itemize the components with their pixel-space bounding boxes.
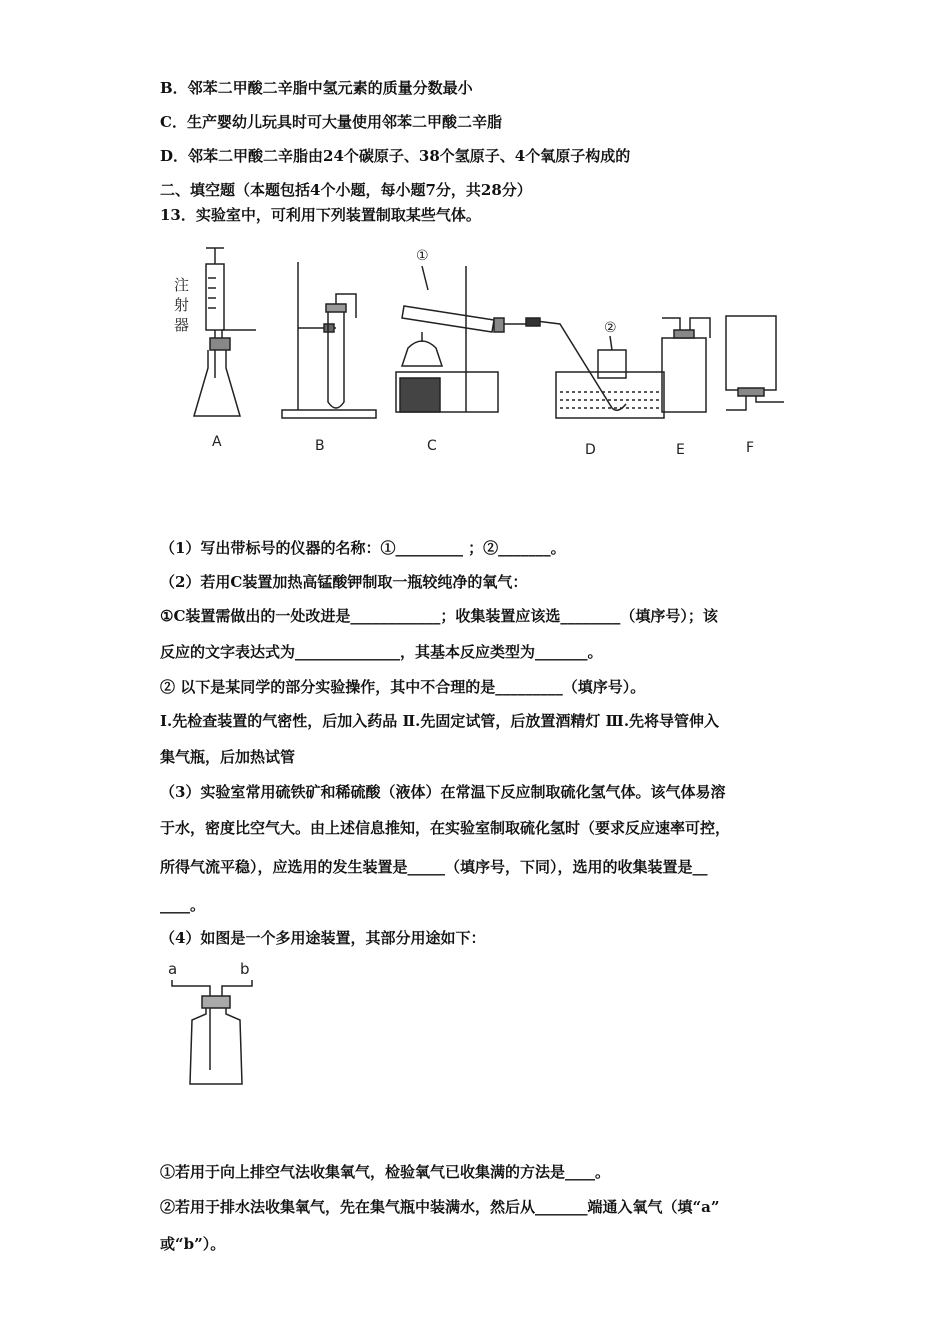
svg-text:①: ① [416,248,429,264]
option-c: C．生产婴幼儿玩具时可大量使用邻苯二甲酸二辛脂 [160,113,502,131]
svg-text:C: C [427,438,437,454]
apparatus-a [174,248,256,450]
q2-line1: ①C装置需做出的一处改进是____________；收集装置应该选________（填序号）；该 [160,607,718,625]
apparatus-e [662,318,710,458]
q3-line3: 所得气流平稳），应选用的发生装置是_____（填序号，下同），选用的收集装置是__ [160,858,708,876]
q3-line1: （3）实验室常用硫铁矿和稀硫酸（液体）在常温下反应制取硫化氢气体。该气体易溶 [160,783,726,801]
q3-line2: 于水，密度比空气大。由上述信息推知，在实验室制取硫化氢时（要求反应速率可控， [160,819,731,837]
svg-text:②: ② [604,320,617,336]
q4-line2: ②若用于排水法收集氧气，先在集气瓶中装满水，然后从_______端通入氧气（填“a” [160,1198,720,1216]
apparatus-b [282,262,376,454]
svg-text:D: D [585,442,596,458]
q4-line3: 或“b”）。 [160,1235,226,1253]
apparatus-c [396,248,532,454]
apparatus-figure [160,238,800,466]
multi-purpose-bottle [160,958,270,1090]
svg-text:A: A [212,434,222,450]
svg-text:F: F [746,440,755,456]
option-b: B．邻苯二甲酸二辛脂中氢元素的质量分数最小 [160,79,473,97]
svg-text:射: 射 [174,296,190,314]
q2-line3: ② 以下是某同学的部分实验操作，其中不合理的是_________（填序号）。 [160,678,646,696]
q3-line4: ____。 [160,896,206,914]
svg-text:b: b [240,960,250,978]
q2-line5: 集气瓶，后加热试管 [160,748,296,766]
q2-line2: 反应的文字表达式为______________，其基本反应类型为_______。 [160,643,603,661]
apparatus-d [526,318,664,458]
apparatus-f [726,316,784,456]
section-heading: 二、填空题（本题包括4个小题，每小题7分，共28分） [160,181,532,199]
svg-text:注: 注 [174,276,190,294]
q2-title: （2）若用C装置加热高锰酸钾制取一瓶较纯净的氧气： [160,573,528,591]
svg-text:E: E [676,442,685,458]
svg-text:a: a [168,960,178,978]
svg-text:B: B [315,438,325,454]
q1: （1）写出带标号的仪器的名称：①_________ ；②_______。 [160,539,566,557]
svg-text:器: 器 [174,316,190,334]
q4-title: （4）如图是一个多用途装置，其部分用途如下： [160,929,486,947]
q2-line4: Ⅰ.先检查装置的气密性，后加入药品 Ⅱ.先固定试管，后放置酒精灯 Ⅲ.先将导管伸入 [160,712,720,730]
q4-line1: ①若用于向上排空气法收集氧气，检验氧气已收集满的方法是____。 [160,1163,611,1181]
option-d: D．邻苯二甲酸二辛脂由24个碳原子、38个氢原子、4个氧原子构成的 [160,147,631,165]
question-13-stem: 13．实验室中，可利用下列装置制取某些气体。 [160,206,481,224]
